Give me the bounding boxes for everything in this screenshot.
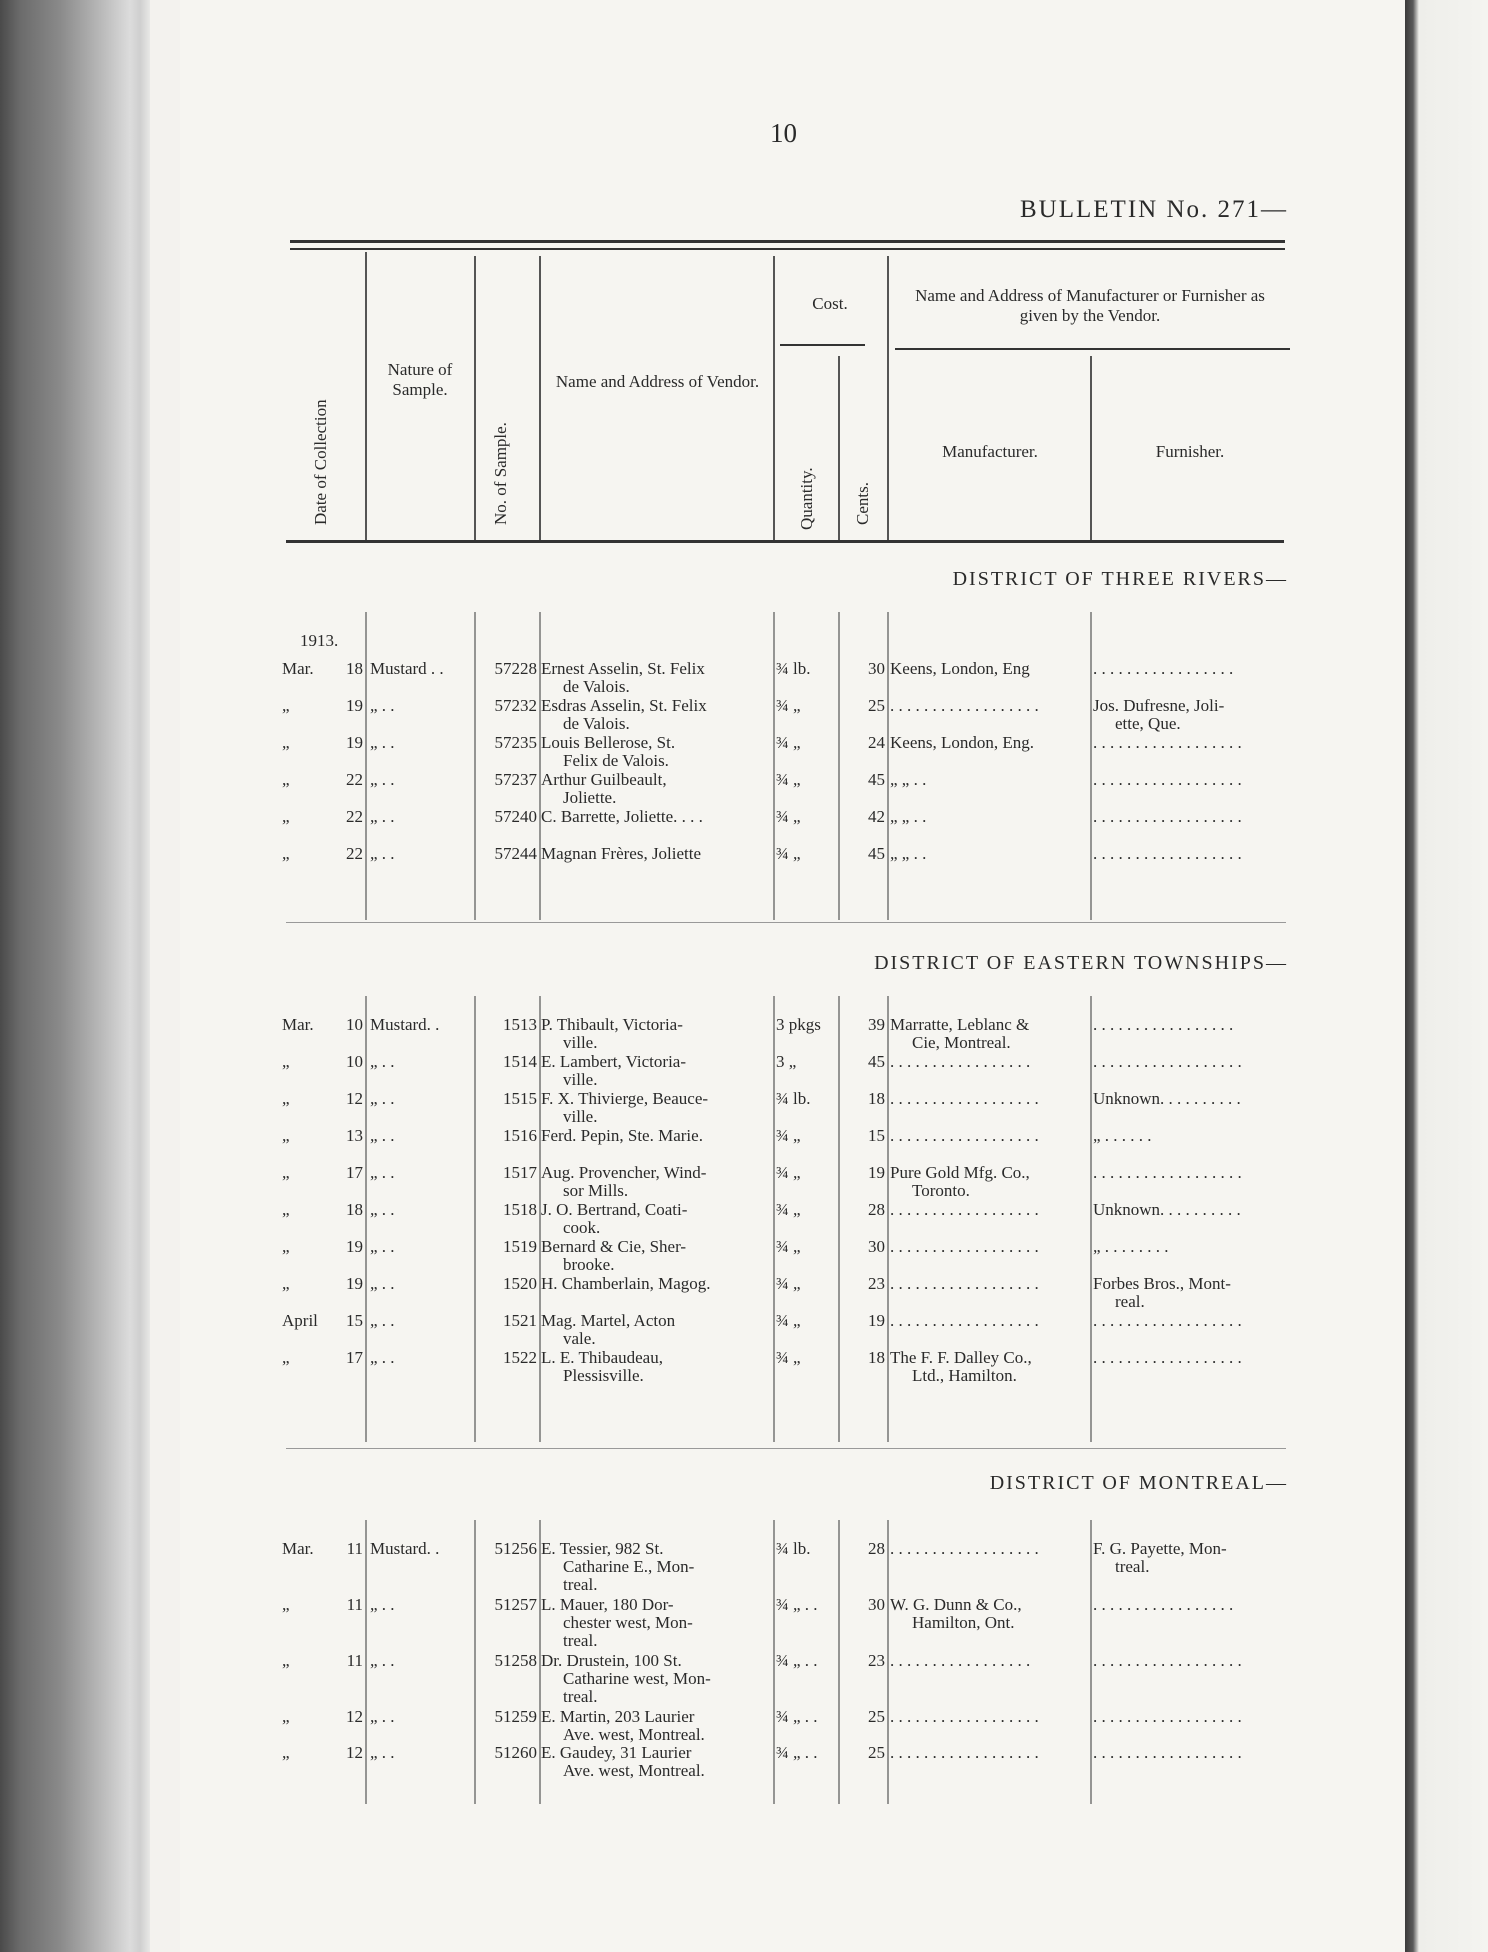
manufacturer: . . . . . . . . . . . . . . . . . . [890,1539,1039,1558]
cents: 23 [868,1651,885,1670]
header-quantity: Quantity. [797,467,816,530]
manufacturer: . . . . . . . . . . . . . . . . . . [890,1743,1039,1762]
vendor-line: ville. [563,1033,598,1052]
district-title: DISTRICT OF EASTERN TOWNSHIPS— [874,952,1288,974]
col-divider [474,612,476,920]
quantity: ¾ „ [776,1126,801,1145]
sample-no: 57235 [494,733,537,752]
vendor-name [541,1744,766,1780]
manufacturer: „ „ . . [890,770,927,789]
month: „ [282,1089,290,1108]
month: Mar. [282,1015,314,1034]
manufacturer: Keens, London, Eng [890,659,1030,678]
quantity: ¾ „ . . [776,1743,818,1762]
day: 10 [346,1052,363,1071]
furnisher: Unknown. . . . . . . . . . [1093,1089,1241,1108]
vendor-name [541,1164,766,1200]
manufacturer: Ltd., Hamilton. [912,1366,1017,1385]
manufacturer: . . . . . . . . . . . . . . . . . [890,1052,1031,1071]
nature: „ . . [370,1200,395,1219]
manufacturer: Pure Gold Mfg. Co., [890,1163,1030,1182]
header-date: Date of Collection [311,399,330,525]
furnisher: . . . . . . . . . . . . . . . . . [1093,659,1234,678]
header-vendor: Name and Address of Vendor. [555,372,760,391]
quantity: ¾ lb. [776,1539,811,1558]
cents: 25 [868,696,885,715]
header-cents: Cents. [853,482,872,525]
sample-no: 57240 [494,807,537,826]
furnisher: . . . . . . . . . . . . . . . . . [1093,1595,1234,1614]
col-divider [838,612,840,920]
day: 19 [346,733,363,752]
vendor-line: de Valois. [563,714,630,733]
cents: 18 [868,1348,885,1367]
nature: „ . . [370,1311,395,1330]
quantity: ¾ „ [776,733,801,752]
day: 22 [346,844,363,863]
quantity: ¾ „ [776,1348,801,1367]
quantity: ¾ „ . . [776,1595,818,1614]
manufacturer: . . . . . . . . . . . . . . . . . . [890,696,1039,715]
vendor-name [541,1652,766,1706]
vendor-line: Ernest Asselin, St. Felix [541,659,705,678]
sample-no: 51258 [494,1651,537,1670]
vendor-name [541,808,766,826]
col-divider [365,252,367,540]
nature: „ . . [370,1126,395,1145]
vendor-name [541,1053,766,1089]
nature: „ . . [370,1089,395,1108]
vendor-line: ville. [563,1107,598,1126]
vendor-line: ville. [563,1070,598,1089]
vendor-line: Dr. Drustein, 100 St. [541,1651,682,1670]
sample-no: 1522 [503,1348,537,1367]
cents: 23 [868,1274,885,1293]
month: April [282,1311,318,1330]
day: 12 [346,1707,363,1726]
furnisher: . . . . . . . . . . . . . . . . . [1093,1015,1234,1034]
col-divider [773,256,775,540]
manufacturer: Keens, London, Eng. [890,733,1035,752]
manufacturer: The F. F. Dalley Co., [890,1348,1032,1367]
furnisher: Jos. Dufresne, Joli- [1093,696,1225,715]
day: 17 [346,1348,363,1367]
quantity: ¾ „ [776,1163,801,1182]
furnisher: . . . . . . . . . . . . . . . . . . [1093,1651,1242,1670]
furnisher: real. [1115,1292,1145,1311]
cents: 28 [868,1539,885,1558]
sample-no: 1515 [503,1089,537,1108]
col-divider [365,996,367,1442]
manufacturer: Hamilton, Ont. [912,1613,1015,1632]
col-divider [1090,356,1092,540]
nature: Mustard . . [370,659,444,678]
vendor-name [541,1312,766,1348]
cents: 45 [868,844,885,863]
manufacturer: Marratte, Leblanc & [890,1015,1030,1034]
manufacturer: W. G. Dunn & Co., [890,1595,1022,1614]
quantity: 3 „ [776,1052,797,1071]
page-edge [1405,0,1488,1952]
vendor-name [541,845,766,863]
month: „ [282,807,290,826]
quantity: ¾ „ [776,1237,801,1256]
col-divider [773,612,775,920]
cents: 18 [868,1089,885,1108]
vendor-name [541,1127,766,1145]
cents: 30 [868,1237,885,1256]
col-divider [1090,612,1092,920]
day: 22 [346,807,363,826]
top-rule-thin [290,248,1285,250]
vendor-name [541,1016,766,1052]
col-divider [773,1520,775,1804]
cents: 39 [868,1015,885,1034]
vendor-line: Louis Bellerose, St. [541,733,676,752]
nature: „ . . [370,1237,395,1256]
page-number: 10 [770,118,797,148]
vendor-line: Felix de Valois. [563,751,669,770]
vendor-line: L. Mauer, 180 Dor- [541,1595,674,1614]
vendor-line: Bernard & Cie, Sher- [541,1237,687,1256]
header-bottom-rule [286,540,1284,543]
quantity: ¾ „ [776,1200,801,1219]
vendor-line: Ave. west, Montreal. [563,1761,705,1780]
vendor-name [541,660,766,696]
sample-no: 1520 [503,1274,537,1293]
month: „ [282,1651,290,1670]
day: 22 [346,770,363,789]
cents: 25 [868,1743,885,1762]
sample-no: 57228 [494,659,537,678]
furnisher: . . . . . . . . . . . . . . . . . . [1093,770,1242,789]
vendor-line: treal. [563,1575,598,1594]
quantity: ¾ lb. [776,1089,811,1108]
quantity: ¾ „ [776,844,801,863]
furnisher: . . . . . . . . . . . . . . . . . . [1093,1052,1242,1071]
sample-no: 51260 [494,1743,537,1762]
vendor-name [541,1596,766,1650]
vendor-line: J. O. Bertrand, Coati- [541,1200,688,1219]
quantity: ¾ „ . . [776,1707,818,1726]
vendor-line: L. E. Thibaudeau, [541,1348,663,1367]
vendor-name [541,1540,766,1594]
vendor-name [541,1090,766,1126]
section-rule [286,1448,1286,1449]
nature: „ . . [370,1274,395,1293]
nature: „ . . [370,1052,395,1071]
nature: Mustard. . [370,1539,440,1558]
vendor-name [541,697,766,733]
vendor-line: F. X. Thivierge, Beauce- [541,1089,709,1108]
sample-no: 1519 [503,1237,537,1256]
day: 19 [346,1237,363,1256]
quantity: ¾ „ [776,1274,801,1293]
cents: 45 [868,770,885,789]
month: „ [282,1274,290,1293]
furnisher: . . . . . . . . . . . . . . . . . . [1093,1163,1242,1182]
furnisher: Forbes Bros., Mont- [1093,1274,1231,1293]
furnisher: . . . . . . . . . . . . . . . . . . [1093,844,1242,863]
manufacturer: . . . . . . . . . . . . . . . . . . [890,1126,1039,1145]
nature: „ . . [370,1348,395,1367]
vendor-line: Joliette. [563,788,617,807]
furnisher: . . . . . . . . . . . . . . . . . . [1093,807,1242,826]
col-divider [365,612,367,920]
day: 19 [346,1274,363,1293]
furnisher: . . . . . . . . . . . . . . . . . . [1093,733,1242,752]
day: 11 [346,1539,363,1558]
header-manuf-group: Name and Address of Manufacturer or Furnisher as given by the Vendor. [915,286,1265,325]
sample-no: 57232 [494,696,537,715]
vendor-line: C. Barrette, Joliette. . . . [541,807,703,826]
quantity: ¾ „ . . [776,1651,818,1670]
nature: „ . . [370,1651,395,1670]
manufacturer: . . . . . . . . . . . . . . . . . . [890,1237,1039,1256]
manufacturer: . . . . . . . . . . . . . . . . . . [890,1311,1039,1330]
furnisher: treal. [1115,1557,1150,1576]
vendor-line: treal. [563,1687,598,1706]
header-manufacturer: Manufacturer. [942,442,1038,461]
sample-no: 1518 [503,1200,537,1219]
book-spine [0,0,150,1952]
vendor-line: Ferd. Pepin, Ste. Marie. [541,1126,703,1145]
vendor-line: P. Thibault, Victoria- [541,1015,683,1034]
day: 12 [346,1089,363,1108]
vendor-line: E. Martin, 203 Laurier [541,1707,695,1726]
vendor-line: Esdras Asselin, St. Felix [541,696,707,715]
day: 13 [346,1126,363,1145]
furnisher: Unknown. . . . . . . . . . [1093,1200,1241,1219]
furnisher: „ . . . . . . [1093,1126,1152,1145]
nature: „ . . [370,1163,395,1182]
cents: 42 [868,807,885,826]
vendor-line: Catharine E., Mon- [563,1557,695,1576]
vendor-name [541,1275,766,1293]
day: 17 [346,1163,363,1182]
vendor-line: E. Lambert, Victoria- [541,1052,686,1071]
sample-no: 1516 [503,1126,537,1145]
vendor-line: brooke. [563,1255,615,1274]
nature: „ . . [370,807,395,826]
vendor-line: H. Chamberlain, Magog. [541,1274,711,1293]
manufacturer: . . . . . . . . . . . . . . . . . . [890,1707,1039,1726]
sample-no: 57244 [494,844,537,863]
furnisher: ette, Que. [1115,714,1181,733]
col-divider [887,612,889,920]
furnisher: . . . . . . . . . . . . . . . . . . [1093,1348,1242,1367]
vendor-line: Plessisville. [563,1366,644,1385]
header-nature: Nature of Sample. [387,360,453,399]
cents: 25 [868,1707,885,1726]
manufacturer: „ „ . . [890,807,927,826]
col-divider [838,356,840,540]
nature: „ . . [370,1743,395,1762]
nature: „ . . [370,844,395,863]
nature: „ . . [370,770,395,789]
quantity: ¾ „ [776,696,801,715]
sample-no: 1514 [503,1052,537,1071]
furnisher: „ . . . . . . . . [1093,1237,1169,1256]
month: „ [282,770,290,789]
manufacturer: Toronto. [912,1181,970,1200]
month: „ [282,1126,290,1145]
vendor-line: vale. [563,1329,596,1348]
day: 11 [346,1595,363,1614]
vendor-name [541,1201,766,1237]
month: „ [282,696,290,715]
col-divider [887,1520,889,1804]
quantity: 3 pkgs [776,1015,821,1034]
vendor-line: de Valois. [563,677,630,696]
district-title: DISTRICT OF THREE RIVERS— [952,568,1288,590]
col-divider [887,256,889,540]
vendor-line: Ave. west, Montreal. [563,1725,705,1744]
vendor-line: Magnan Frères, Joliette [541,844,702,863]
month: „ [282,1200,290,1219]
manufacturer: . . . . . . . . . . . . . . . . . . [890,1089,1039,1108]
vendor-name [541,734,766,770]
vendor-line: E. Gaudey, 31 Laurier [541,1743,692,1762]
col-divider [539,256,541,540]
sample-no: 1521 [503,1311,537,1330]
cents: 24 [868,733,885,752]
month: „ [282,1348,290,1367]
cost-rule [780,344,865,346]
cents: 28 [868,1200,885,1219]
vendor-line: cook. [563,1218,601,1237]
day: 11 [346,1651,363,1670]
month: „ [282,1707,290,1726]
furnisher: F. G. Payette, Mon- [1093,1539,1227,1558]
month: „ [282,1237,290,1256]
month: Mar. [282,1539,314,1558]
sample-no: 1513 [503,1015,537,1034]
year-label: 1913. [300,631,339,650]
district-title: DISTRICT OF MONTREAL— [989,1472,1288,1494]
day: 15 [346,1311,363,1330]
manufacturer: „ „ . . [890,844,927,863]
manufacturer: Cie, Montreal. [912,1033,1011,1052]
col-divider [773,996,775,1442]
quantity: ¾ lb. [776,659,811,678]
col-divider [365,1520,367,1804]
quantity: ¾ „ [776,807,801,826]
sample-no: 51257 [494,1595,537,1614]
furnisher: . . . . . . . . . . . . . . . . . . [1093,1743,1242,1762]
furnisher: . . . . . . . . . . . . . . . . . . [1093,1311,1242,1330]
top-rule [290,240,1285,243]
cents: 30 [868,1595,885,1614]
cents: 19 [868,1311,885,1330]
nature: „ . . [370,733,395,752]
vendor-line: treal. [563,1631,598,1650]
month: „ [282,1595,290,1614]
day: 18 [346,1200,363,1219]
month: Mar. [282,659,314,678]
col-divider [474,256,476,540]
header-furnisher: Furnisher. [1155,442,1225,461]
month: „ [282,733,290,752]
sample-no: 1517 [503,1163,537,1182]
vendor-line: Arthur Guilbeault, [541,770,667,789]
vendor-name [541,1708,766,1744]
col-divider [887,996,889,1442]
month: „ [282,1052,290,1071]
vendor-name [541,771,766,807]
sample-no: 57237 [494,770,537,789]
header-no: No. of Sample. [491,422,510,525]
month: „ [282,1163,290,1182]
nature: „ . . [370,1707,395,1726]
manufacturer: . . . . . . . . . . . . . . . . . . [890,1274,1039,1293]
manufacturer: . . . . . . . . . . . . . . . . . [890,1651,1031,1670]
manuf-rule [895,348,1290,350]
sample-no: 51259 [494,1707,537,1726]
vendor-line: Mag. Martel, Acton [541,1311,676,1330]
col-divider [1090,996,1092,1442]
day: 10 [346,1015,363,1034]
running-title: BULLETIN No. 271— [1020,196,1288,223]
sample-no: 51256 [494,1539,537,1558]
day: 18 [346,659,363,678]
vendor-line: E. Tessier, 982 St. [541,1539,664,1558]
nature: „ . . [370,1595,395,1614]
manufacturer: . . . . . . . . . . . . . . . . . . [890,1200,1039,1219]
vendor-line: chester west, Mon- [563,1613,693,1632]
section-rule [286,922,1286,923]
furnisher: . . . . . . . . . . . . . . . . . . [1093,1707,1242,1726]
vendor-name [541,1238,766,1274]
vendor-line: sor Mills. [563,1181,629,1200]
day: 19 [346,696,363,715]
header-cost: Cost. [812,294,848,313]
month: „ [282,844,290,863]
quantity: ¾ „ [776,770,801,789]
day: 12 [346,1743,363,1762]
cents: 19 [868,1163,885,1182]
vendor-name [541,1349,766,1385]
nature: Mustard. . [370,1015,440,1034]
nature: „ . . [370,696,395,715]
vendor-line: Catharine west, Mon- [563,1669,711,1688]
quantity: ¾ „ [776,1311,801,1330]
cents: 15 [868,1126,885,1145]
month: „ [282,1743,290,1762]
col-divider [1090,1520,1092,1804]
cents: 30 [868,659,885,678]
vendor-line: Aug. Provencher, Wind- [541,1163,707,1182]
cents: 45 [868,1052,885,1071]
